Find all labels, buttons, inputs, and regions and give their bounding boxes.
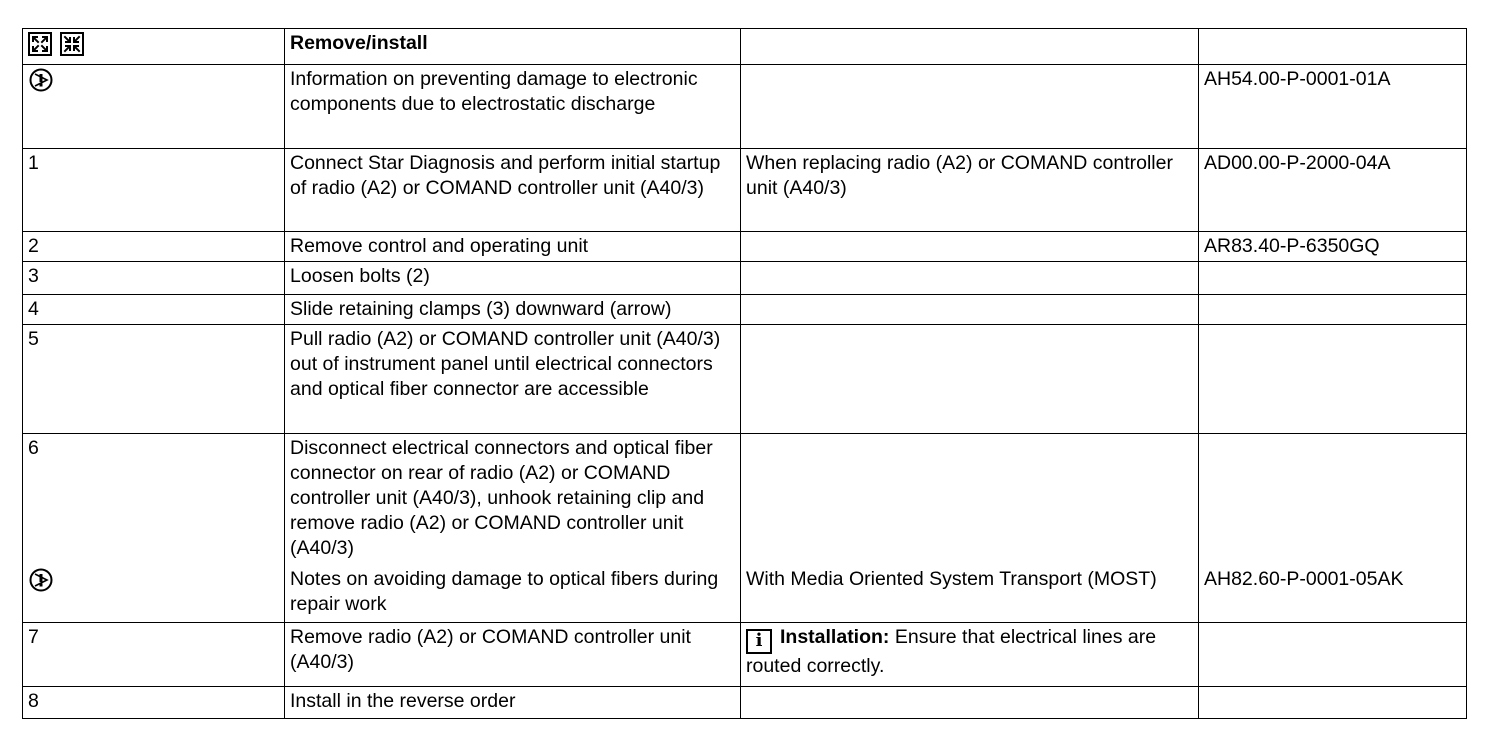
step-reference[interactable]: AR83.40-P-6350GQ (1199, 232, 1467, 262)
step-text: Information on preventing damage to electronic components due to electrostatic discharge (285, 65, 741, 149)
step-reference-cell (1199, 434, 1467, 623)
step-note (741, 295, 1199, 325)
step-number: 5 (23, 325, 285, 434)
step-note: With Media Oriented System Transport (MOST) (746, 568, 1157, 590)
step-note (741, 262, 1199, 295)
step-text: Pull radio (A2) or COMAND controller unit (A40/3) out of instrument panel until electrical connectors and optical fiber connector are accessible (285, 325, 741, 434)
step-reference (1199, 687, 1467, 719)
step-text: Connect Star Diagnosis and perform initial startup of radio (A2) or COMAND controller unit (A40/3) (285, 149, 741, 232)
step-number: 4 (23, 295, 285, 325)
table-row (23, 65, 1467, 149)
step-text: Loosen bolts (2) (285, 262, 741, 295)
step-note (741, 232, 1199, 262)
step-reference (1199, 262, 1467, 295)
step-note (741, 687, 1199, 719)
step-text: Remove radio (A2) or COMAND controller unit (A40/3) (285, 623, 741, 687)
step-note: Ensure that electrical lines are routed correctly. (746, 626, 1157, 677)
step-note-cell (741, 623, 1199, 687)
header-title: Remove/install (285, 29, 741, 65)
step-number: 3 (23, 262, 285, 295)
step-text: Disconnect electrical connectors and optical fiber connector on rear of radio (A2) or COMAND controller unit (A40/3), unhook retaining clip and remove radio (A2) or COMAND controller unit (A40/3) (290, 437, 713, 559)
procedure-table (22, 28, 1467, 719)
table-row (23, 434, 1467, 623)
esd-warning-icon (28, 567, 54, 593)
header-empty-cell (1199, 29, 1467, 65)
step-text: Slide retaining clamps (3) downward (arrow) (285, 295, 741, 325)
step-subnote-text: Notes on avoiding damage to optical fibers during repair work (290, 568, 719, 615)
step-number-cell (23, 434, 285, 623)
esd-icon-cell (23, 65, 285, 149)
step-text-cell (285, 434, 741, 623)
info-icon: i (746, 629, 772, 654)
table-row (23, 687, 1467, 719)
step-note: When replacing radio (A2) or COMAND controller unit (A40/3) (741, 149, 1199, 232)
step-reference (1199, 295, 1467, 325)
step-number: 7 (23, 623, 285, 687)
installation-label: Installation: (780, 626, 890, 648)
step-note-cell (741, 434, 1199, 623)
step-note (741, 65, 1199, 149)
step-number: 2 (23, 232, 285, 262)
collapse-icon[interactable] (60, 32, 84, 56)
header-icons-cell (23, 29, 285, 65)
table-row (23, 149, 1467, 232)
step-number: 1 (23, 149, 285, 232)
step-text: Remove control and operating unit (285, 232, 741, 262)
table-row (23, 232, 1467, 262)
step-reference[interactable]: AH82.60-P-0001-05AK (1204, 568, 1404, 590)
step-note (741, 325, 1199, 434)
step-number: 8 (23, 687, 285, 719)
expand-icon[interactable] (28, 32, 52, 56)
step-reference (1199, 325, 1467, 434)
table-row (23, 623, 1467, 687)
step-text: Install in the reverse order (285, 687, 741, 719)
table-row (23, 262, 1467, 295)
table-row (23, 295, 1467, 325)
step-reference[interactable]: AH54.00-P-0001-01A (1199, 65, 1467, 149)
header-row (23, 29, 1467, 65)
header-empty-cell (741, 29, 1199, 65)
step-reference[interactable]: AD00.00-P-2000-04A (1199, 149, 1467, 232)
step-number: 6 (28, 437, 39, 459)
table-row (23, 325, 1467, 434)
step-reference (1199, 623, 1467, 687)
esd-warning-icon (28, 67, 54, 93)
